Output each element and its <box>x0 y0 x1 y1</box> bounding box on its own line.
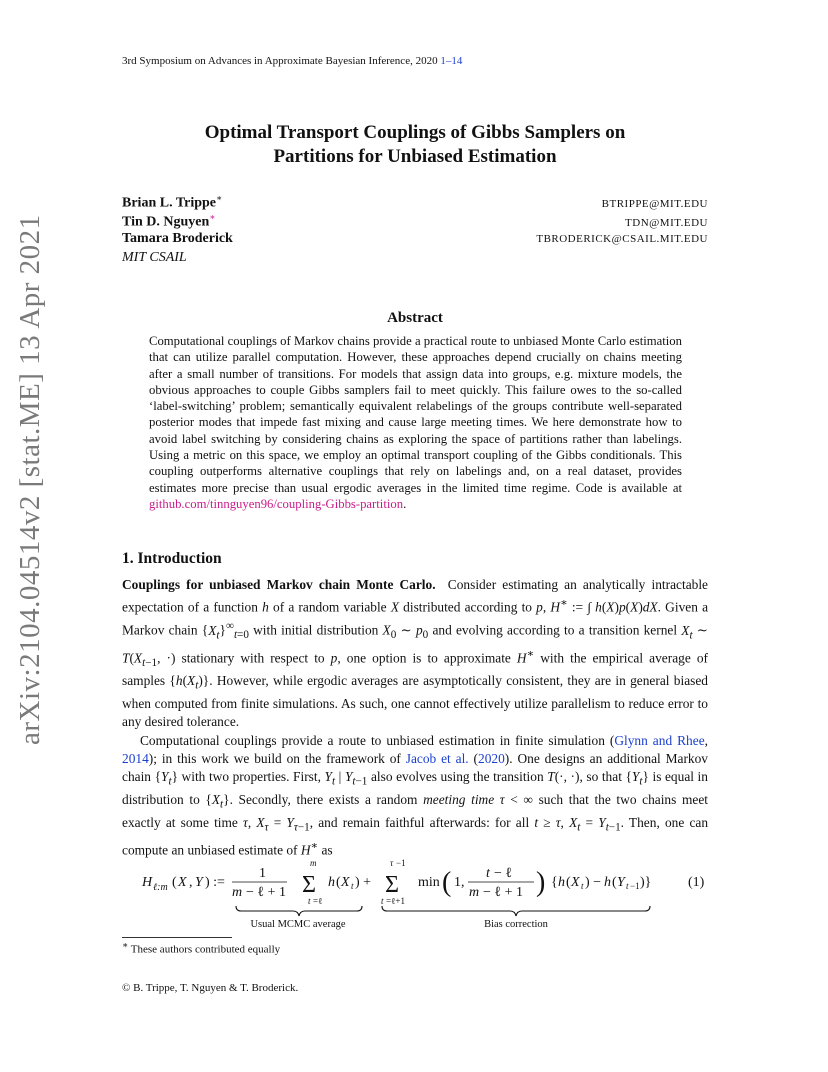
svg-text:Y: Y <box>195 875 203 890</box>
svg-text:m: m <box>310 858 317 868</box>
svg-text:t: t <box>486 866 490 881</box>
equation-graphic <box>122 858 708 933</box>
svg-text:t: t <box>581 881 584 891</box>
svg-text:h: h <box>604 875 611 890</box>
svg-text:) −: ) − <box>585 875 602 890</box>
title-line-2: Partitions for Unbiased Estimation <box>273 146 557 167</box>
abstract-text: Computational couplings of Markov chains provide a practical route to unbiased Monte Carlo estimation that can utilize parallel computation. However, these approaches depend crucially on chains meeting after a small number of transitions. For models that assign data into groups, e.g. mixture models, the obvious approaches to couple Gibbs samplers fail to meet quickly. This failure owes to the so-called ‘label-switching’ problem; semantically equivalent relabelings of the groups contribute well-separated posterior modes that impede fast mixing and cause large meeting times. We here demonstrate how to avoid label switching by considering chains as exploring the space of partitions rather than labelings. Using a metric on this space, we employ an optimal transport coupling of the Gibbs conditionals. This coupling outperforms alternative couplings that rely on labelings and, on a real dataset, provides estimates more precise than usual ergodic averages in the limited time regime. <box>149 334 682 495</box>
svg-text:1: 1 <box>259 866 266 881</box>
author-block <box>122 193 708 266</box>
svg-text:h: h <box>558 875 565 890</box>
svg-text:X: X <box>341 875 350 890</box>
equation-number: (1) <box>688 875 705 890</box>
paper-title <box>100 121 730 169</box>
venue-line <box>122 55 462 67</box>
underbrace-mcmc <box>236 906 362 916</box>
citation-link[interactable]: Jacob et al. <box>405 750 469 766</box>
svg-text:1,: 1, <box>454 875 465 890</box>
venue-text: 3rd Symposium on Advances in Approximate Bayesian Inference, 2020 <box>122 55 438 67</box>
title-line-1: Optimal Transport Couplings of Gibbs Samplers on <box>204 122 626 143</box>
svg-text:t: t <box>626 881 629 891</box>
footnote-rule <box>122 937 232 938</box>
section-body <box>122 576 708 860</box>
mcmc-average-label: Usual MCMC average <box>250 919 346 930</box>
svg-text:(: ( <box>172 875 177 890</box>
svg-text:{: { <box>551 875 558 890</box>
svg-text:X: X <box>178 875 187 890</box>
author-row <box>122 193 708 212</box>
affiliation: MIT CSAIL <box>122 250 187 265</box>
svg-text:(: ( <box>336 875 341 890</box>
svg-text:H: H <box>142 875 153 890</box>
author-name: Tamara Broderick <box>122 231 233 246</box>
svg-text:(: ( <box>566 875 571 890</box>
svg-text:− ℓ + 1: − ℓ + 1 <box>246 885 286 900</box>
author-row <box>122 231 708 250</box>
author-row <box>122 212 708 231</box>
svg-text:−1: −1 <box>630 881 640 891</box>
copyright-line: © B. Trippe, T. Nguyen & T. Broderick. <box>122 982 299 994</box>
equal-contribution-mark: ∗ <box>209 212 216 222</box>
svg-text:Σ: Σ <box>302 872 316 898</box>
svg-text:Σ: Σ <box>385 872 399 898</box>
author-name: Tin D. Nguyen <box>122 214 210 230</box>
section-heading: 1. Introduction <box>122 550 222 567</box>
arxiv-stamp: arXiv:2104.04514v2 [stat.ME] 13 Apr 2021 <box>14 214 46 745</box>
paragraph-title: Couplings for unbiased Markov chain Monte Carlo. <box>122 577 436 592</box>
author-name: Brian L. Trippe <box>122 195 217 211</box>
author-email: BTRIPPE@MIT.EDU <box>601 197 708 210</box>
code-link[interactable]: github.com/tinnguyen96/coupling-Gibbs-partition <box>149 496 404 511</box>
paragraph: Computational couplings provide a route to unbiased estimation in finite simulation (Glynn and Rhee, 2014); in this work we build on the framework of Jacob et al. (2020). One designs an additional Markov chain $\{Y_t\}$ with two properties. First, $Y_t$ | $Y_{t-1}$ also evolves using the transition T(·, ·), so that $\{Y_t\}$ is equal in distribution to $\{X_t\}$. Secondly, there exists a random meeting time τ < ∞ such that the two chains meet exactly at some time τ, $X_\tau = Y_{\tau-1}$, and remain faithful afterwards: for all t ≥ τ, $X_t = Y_{t-1}$. Then, one can compute an unbiased estimate of H∗ as <box>122 732 709 858</box>
svg-text:t: t <box>351 881 354 891</box>
author-email: TDN@MIT.EDU <box>625 216 708 229</box>
svg-text:=ℓ: =ℓ <box>313 896 323 906</box>
svg-text:h: h <box>328 875 335 890</box>
page-range-link[interactable]: 1–14 <box>440 55 463 67</box>
svg-text:X: X <box>571 875 580 890</box>
svg-text:ℓ:m: ℓ:m <box>153 882 168 893</box>
svg-text:− ℓ: − ℓ <box>494 866 513 881</box>
svg-text:t: t <box>381 896 384 906</box>
svg-text:τ: τ <box>390 858 394 868</box>
underbrace-bias <box>382 906 650 916</box>
svg-text:(: ( <box>612 875 617 890</box>
svg-text:=ℓ+1: =ℓ+1 <box>386 896 405 906</box>
footnote: ∗ These authors contributed equally <box>122 940 281 956</box>
svg-text:m: m <box>232 885 243 900</box>
citation-year-link[interactable]: 2014 <box>122 750 149 766</box>
svg-text:)}: )} <box>640 875 652 890</box>
author-email: TBRODERICK@CSAIL.MIT.EDU <box>536 233 708 245</box>
equation-1 <box>122 858 708 933</box>
abstract-body: Computational couplings of Markov chains provide a practical route to unbiased Monte Carlo estimation that can utilize parallel computation. However, these approaches depend crucially on chains meeting after a small number of transitions. For models that assign data into groups, e.g. mixture models, the obvious approaches to couple Gibbs samplers fail to meet quickly. This failure owes to the so-called ‘label-switching’ problem; semantically equivalent relabelings of the groups contribute well-separated posterior modes that impede fast mixing and cause large meeting times. We here demonstrate how to avoid label switching by considering chains as exploring the space of partitions rather than labelings. Using a metric on this space, we employ an optimal transport coupling of the Gibbs conditionals. This coupling outperforms alternative couplings that rely on labelings and, on a real dataset, provides estimates more precise than usual ergodic averages in the limited time regime. Code is available at github.com/tinnguyen96/coupling-Gibbs-partition. <box>149 334 682 511</box>
svg-text:− ℓ + 1: − ℓ + 1 <box>483 885 523 900</box>
svg-text:m: m <box>469 885 480 900</box>
equal-contribution-mark: ∗ <box>216 193 223 203</box>
svg-text:) :=: ) := <box>205 875 225 890</box>
citation-year-link[interactable]: 2020 <box>478 750 505 766</box>
svg-text:−1: −1 <box>396 858 406 868</box>
svg-text:) +: ) + <box>355 875 372 890</box>
abstract-heading: Abstract <box>387 310 443 326</box>
svg-text:): ) <box>536 867 546 898</box>
svg-text:min: min <box>418 875 440 890</box>
bias-correction-label: Bias correction <box>484 919 548 930</box>
svg-text:t: t <box>308 896 311 906</box>
svg-text:,: , <box>189 875 193 890</box>
paragraph: Couplings for unbiased Markov chain Monte Carlo. Consider estimating an analytically intractable expectation of a function h of a random variable X distributed according to p, H∗ := ∫ h(X)p(X)dX. Given a Markov chain $\{X_t\}^\infty_{t=0}$ with initial distribution $X_0$ ∼ $p_0$ and evolving according to a transition kernel $X_t$ ∼ $T(X_{t-1}$, ·) stationary with respect to p, one option is to approximate H∗ with the empirical average of samples $\{h(X_t)\}$. However, while ergodic averages are asymptotically consistent, they are in general biased when computed from finite simulations. As such, one cannot effectively utilize parallelism to reduce error to any desired tolerance. <box>122 577 709 730</box>
citation-link[interactable]: Glynn and Rhee <box>614 732 705 748</box>
footnote-text: These authors contributed equally <box>130 943 281 956</box>
code-availability-text: Code is available at <box>575 480 682 495</box>
svg-text:Y: Y <box>617 875 625 890</box>
svg-text:(: ( <box>442 867 452 898</box>
